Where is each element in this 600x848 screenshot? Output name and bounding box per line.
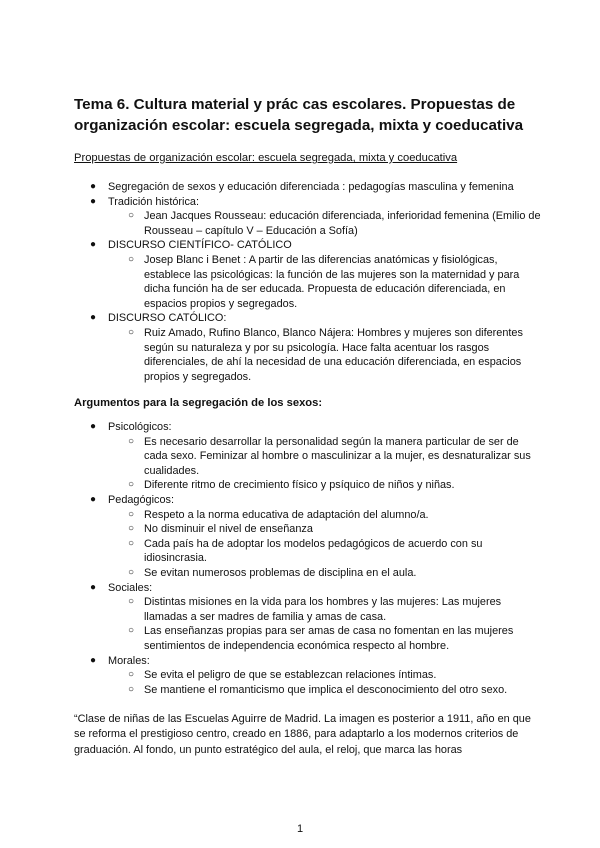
list-item-text: Psicológicos:: [108, 421, 172, 433]
list-proposals: [74, 180, 544, 384]
circle-bullet-icon: ○: [128, 596, 135, 608]
sub-list-item: [74, 326, 544, 384]
sub-list-item: [74, 522, 544, 537]
page-title: Tema 6. Cultura material y prác cas escolares. Propuestas de organización escolar: escuela segregada, mixta y coeducativa: [74, 96, 524, 134]
sub-list-item-text: Jean Jacques Rousseau: educación diferenciada, inferioridad femenina (Emilio de Rousseau – capítulo V – Educación a Sofía): [144, 210, 541, 237]
sub-list-item: [74, 683, 544, 698]
sub-list-item-text: Es necesario desarrollar la personalidad según la manera particular de ser de cada sexo. Feminizar al hombre o masculinizar a la mujer, es desnaturalizar sus cualidades.: [144, 435, 531, 477]
circle-bullet-icon: ○: [128, 210, 135, 222]
sub-list-item-text: Se evita el peligro de que se establezcan relaciones íntimas.: [144, 669, 437, 682]
list-item-text: DISCURSO CATÓLICO:: [108, 312, 227, 325]
sub-list-item-text: Las enseñanzas propias para ser amas de casa no fomentan en las mujeres sentimientos de independencia económica respecto al hombre.: [144, 625, 514, 652]
sub-list-item-text: Josep Blanc i Benet : A partir de las diferencias anatómicas y fisiológicas, establece las psicológicas: la función de las mujeres son la maternidad y para dicha función ha de ser educada. Propuesta de educación diferenciada, en espacios propios y segregados.: [144, 253, 520, 310]
circle-bullet-icon: ○: [128, 669, 135, 681]
sub-list-item-text: Respeto a la norma educativa de adaptación del alumno/a.: [144, 508, 429, 521]
sub-list-item: [74, 595, 544, 624]
sub-list-item-text: Se mantiene el romanticismo que implica el desconocimiento del otro sexo.: [144, 683, 508, 696]
circle-bullet-icon: ○: [128, 625, 135, 637]
sub-list-item-text: No disminuir el nivel de enseñanza: [144, 523, 313, 536]
bullet-icon: ●: [90, 312, 97, 324]
circle-bullet-icon: ○: [128, 537, 135, 549]
sub-list-item: [74, 508, 544, 523]
list-item-text: Segregación de sexos y educación diferenciada : pedagogías masculina y femenina: [108, 181, 514, 193]
circle-bullet-icon: ○: [128, 326, 135, 338]
sub-list-item: [74, 537, 544, 566]
list-item: [74, 311, 544, 326]
bullet-icon: ●: [90, 239, 97, 251]
sub-list-item: [74, 668, 544, 683]
list-item: [74, 238, 544, 253]
sub-list-item-text: Distintas misiones en la vida para los hombres y las mujeres: Las mujeres llamadas a ser madres de familia y amas de casa.: [144, 596, 502, 623]
sub-list-item: [74, 624, 544, 653]
bullet-icon: ●: [90, 493, 97, 505]
sub-list-item: [74, 209, 544, 238]
list-item-text: Tradición histórica:: [108, 195, 199, 208]
page-number: 1: [296, 823, 304, 835]
circle-bullet-icon: ○: [128, 253, 135, 265]
sub-list-item-text: Ruiz Amado, Rufino Blanco, Blanco Nájera: Hombres y mujeres son diferentes según su naturaleza y por su psicología. Hace falta acentuar los rasgos diferenciales, de ahí la necesidad de una educación diferenciada, en espacios propios y segregados.: [144, 326, 523, 383]
list-arguments: [74, 420, 544, 697]
sub-list-item-text: Diferente ritmo de crecimiento físico y psíquico de niños y niñas.: [144, 479, 455, 492]
bullet-icon: ●: [90, 195, 97, 207]
sub-list-item: [74, 253, 544, 311]
circle-bullet-icon: ○: [128, 566, 135, 578]
sub-list-item-text: Se evitan numerosos problemas de disciplina en el aula.: [144, 566, 417, 579]
circle-bullet-icon: ○: [128, 523, 135, 535]
bullet-icon: ●: [90, 181, 97, 192]
list-item-text: Pedagógicos:: [108, 493, 174, 506]
circle-bullet-icon: ○: [128, 508, 135, 520]
list-item-text: DISCURSO CIENTÍFICO- CATÓLICO: [108, 239, 292, 252]
list-item: [74, 493, 544, 508]
body-paragraph: “Clase de niñas de las Escuelas Aguirre de Madrid. La imagen es posterior a 1911, año en que se reforma el prestigioso centro, creado en 1886, para adaptarlo a los modernos criterios de graduación. Al fondo, un punto estratégico del aula, el reloj, que marca las horas: [74, 713, 531, 756]
sub-list-item: [74, 478, 544, 493]
list-item: [74, 654, 544, 669]
list-item: [74, 420, 544, 435]
circle-bullet-icon: ○: [128, 479, 135, 491]
sub-list-item-text: Cada país ha de adoptar los modelos pedagógicos de acuerdo con su idiosincrasia.: [144, 537, 483, 565]
list-item-text: Sociales:: [108, 581, 153, 594]
list-item: [74, 180, 544, 195]
circle-bullet-icon: ○: [128, 435, 135, 447]
list-item: [74, 581, 544, 596]
circle-bullet-icon: ○: [128, 683, 135, 695]
section-subtitle: Propuestas de organización escolar: escuela segregada, mixta y coeducativa: [74, 152, 458, 164]
bullet-icon: ●: [90, 654, 97, 666]
bullet-icon: ●: [90, 421, 97, 432]
list-item: [74, 195, 544, 210]
section-heading: Argumentos para la segregación de los sexos:: [74, 397, 323, 409]
bullet-icon: ●: [90, 581, 97, 593]
list-item-text: Morales:: [108, 654, 150, 667]
sub-list-item: [74, 435, 544, 479]
sub-list-item: [74, 566, 544, 581]
